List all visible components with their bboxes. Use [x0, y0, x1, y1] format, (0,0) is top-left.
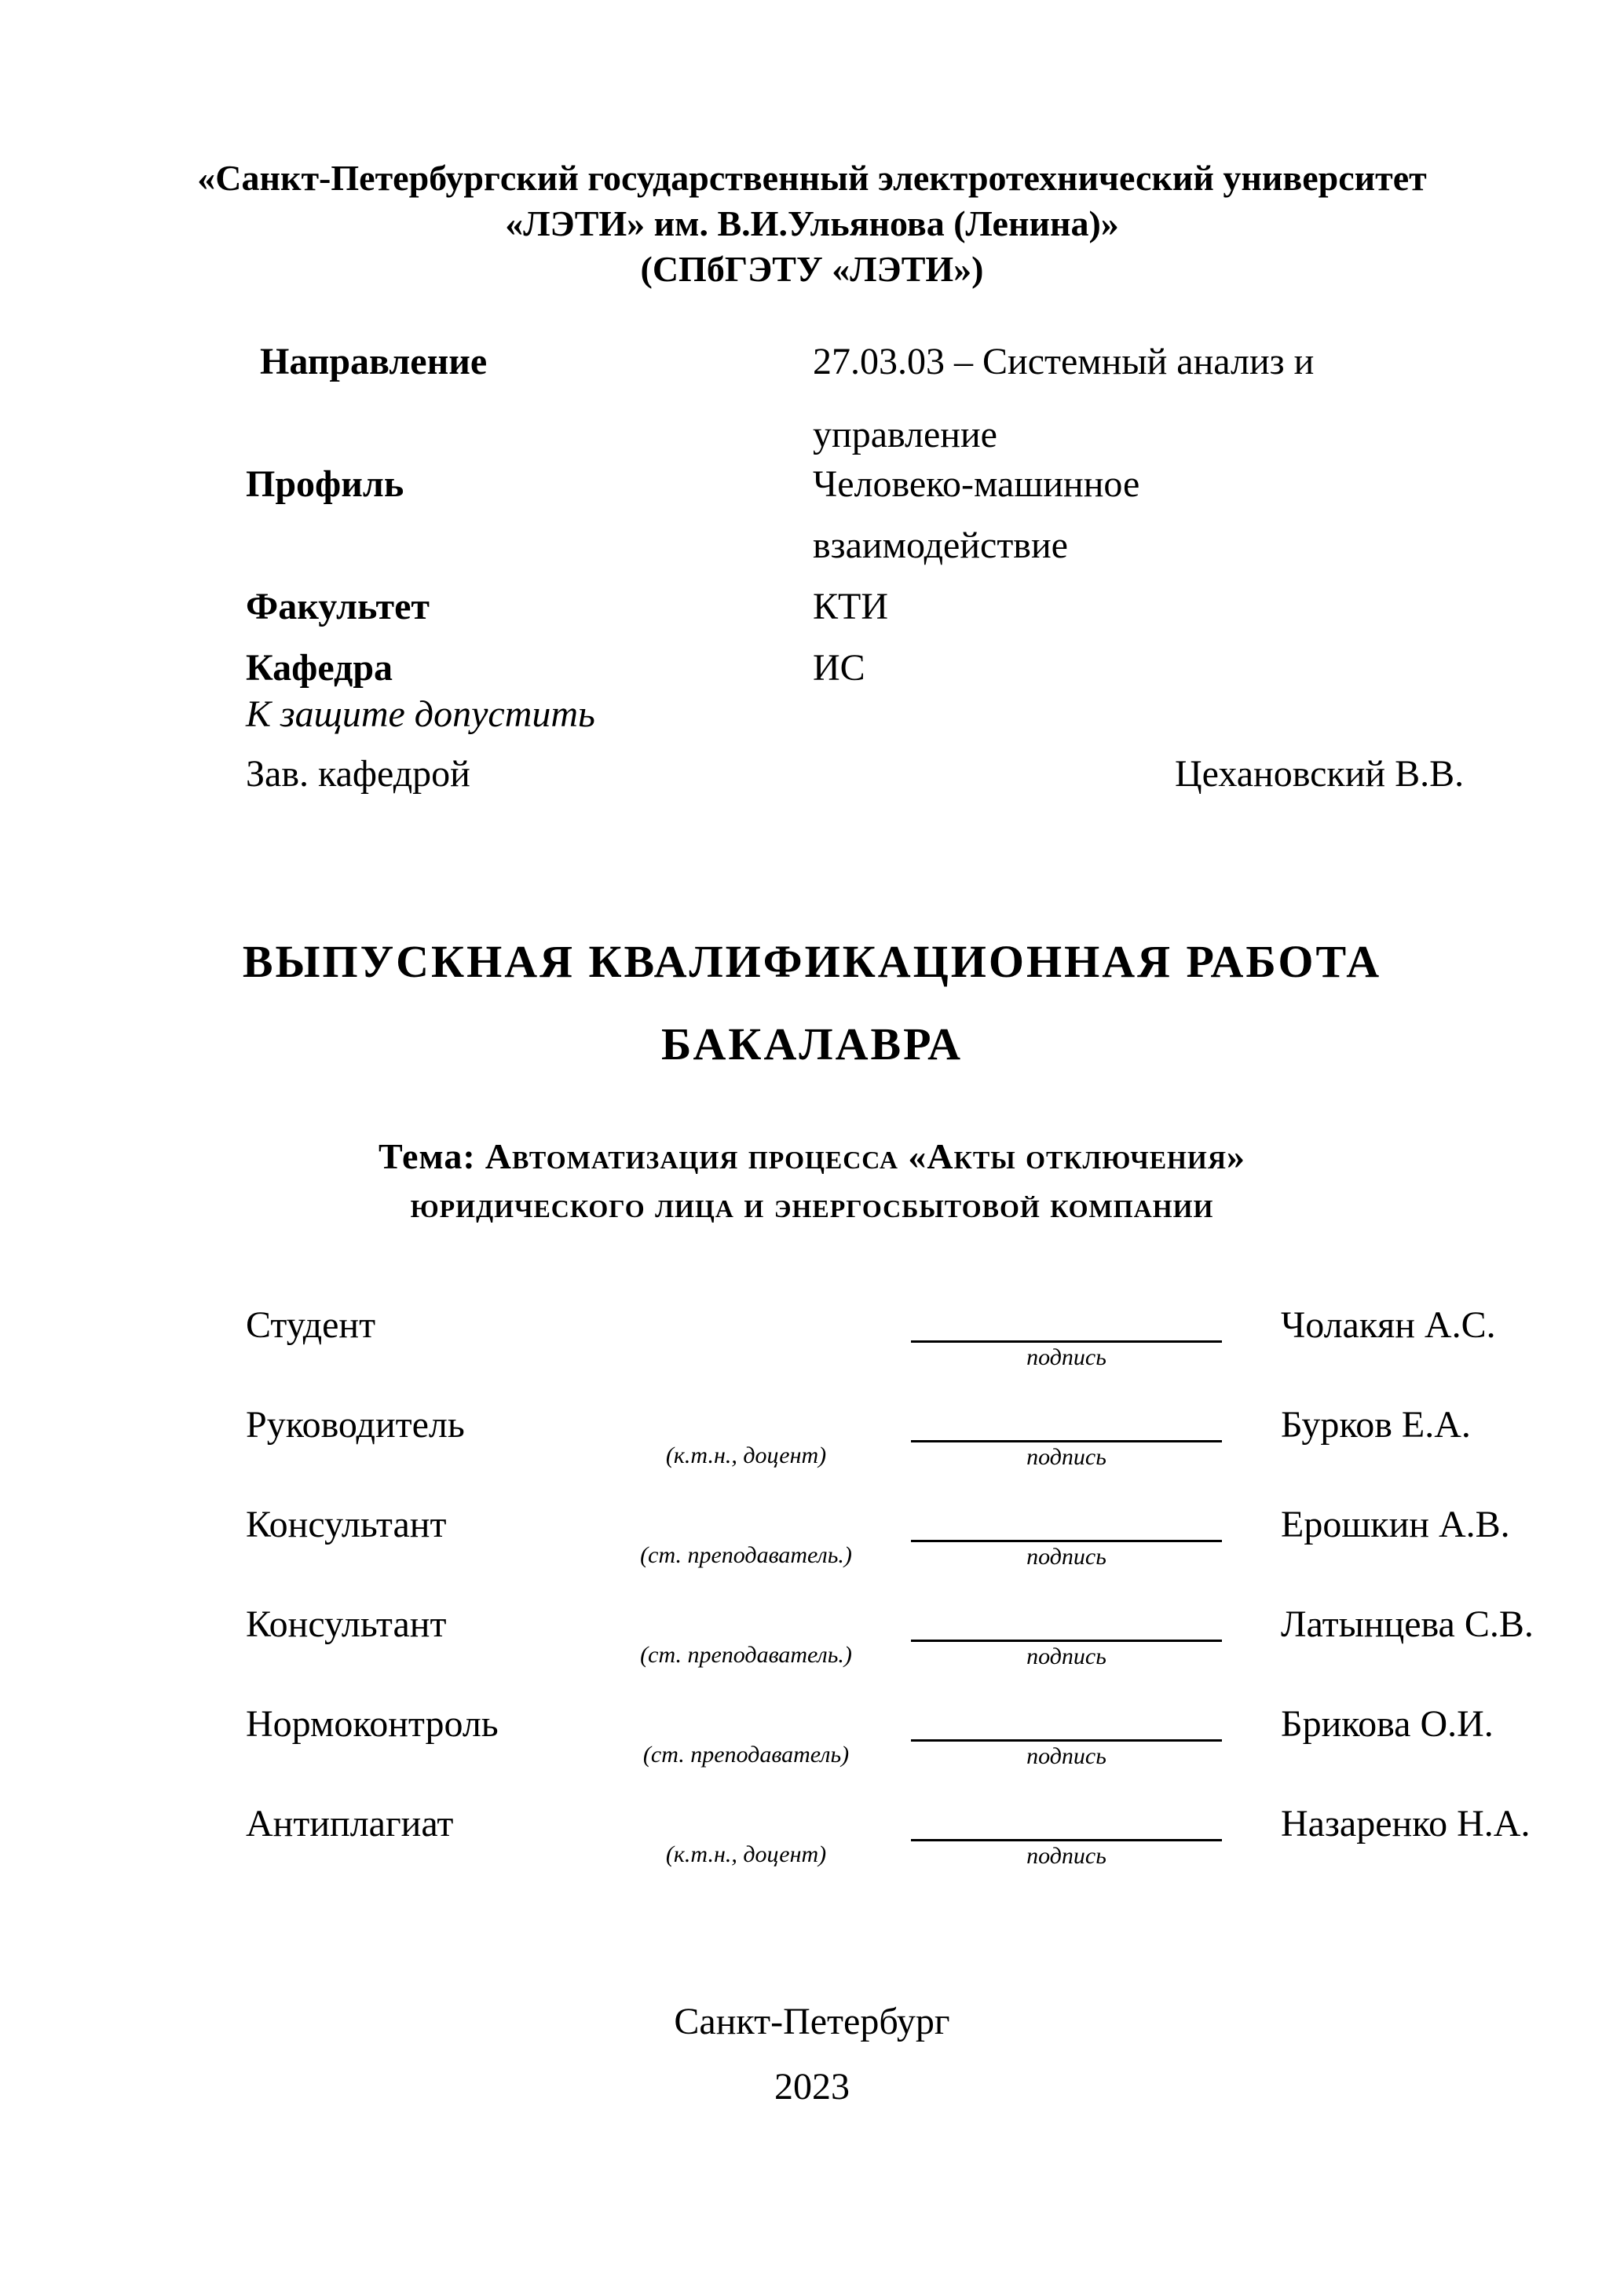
direction-value: 27.03.03 – Системный анализ и управление	[813, 341, 1315, 455]
university-abbreviation: (СПбГЭТУ «ЛЭТИ»)	[640, 249, 984, 289]
qualification-label: (к.т.н., доцент)	[665, 1841, 827, 1867]
admission-block	[246, 691, 1530, 798]
program-info	[246, 325, 1530, 699]
role-label: Антиплагиат	[246, 1803, 454, 1844]
signature-line	[911, 1405, 1222, 1442]
signatory-name: Бурков Е.А.	[1281, 1404, 1471, 1446]
footer-block	[0, 1989, 1624, 2119]
role-label: Студент	[246, 1304, 376, 1346]
university-name-line1: «Санкт-Петербургский государственный электротехнический университет	[197, 158, 1427, 198]
department-value: ИС	[813, 647, 865, 689]
signature-line	[911, 1504, 1222, 1542]
program-row-department	[246, 638, 1530, 699]
theme-text-line1: Автоматизация процесса «Акты отключения»	[485, 1136, 1245, 1176]
faculty-value: КТИ	[813, 586, 888, 627]
admission-note: К защите допустить	[246, 693, 595, 735]
signature-line	[911, 1305, 1222, 1343]
theme-block	[0, 1132, 1624, 1230]
signature-row-antiplagiarism	[246, 1804, 1577, 1903]
admission-row	[246, 751, 1530, 798]
signature-area	[911, 1804, 1222, 1870]
work-title-line1: ВЫПУСКНАЯ КВАЛИФИКАЦИОННАЯ РАБОТА	[242, 936, 1382, 987]
theme-text-line2: юридического лица и энергосбытовой компании	[410, 1185, 1214, 1225]
signatures-section	[246, 1305, 1577, 1903]
signature-area	[911, 1305, 1222, 1371]
signature-caption: подпись	[1026, 1544, 1106, 1570]
work-title-line2: БАКАЛАВРА	[660, 1018, 964, 1069]
signatory-name: Чолакян А.С.	[1281, 1304, 1496, 1346]
qualification-label: (ст. преподаватель.)	[640, 1642, 852, 1668]
university-name-line2: «ЛЭТИ» им. В.И.Ульянова (Ленина)»	[505, 203, 1119, 243]
signatory-name: Брикова О.И.	[1281, 1703, 1494, 1745]
qualification-label: (к.т.н., доцент)	[665, 1442, 827, 1468]
signature-caption: подпись	[1026, 1743, 1106, 1769]
signature-line	[911, 1704, 1222, 1742]
signature-row-student	[246, 1305, 1577, 1405]
signature-row-consultant-1	[246, 1504, 1577, 1604]
direction-label: Направление	[260, 341, 488, 382]
signature-caption: подпись	[1026, 1843, 1106, 1869]
work-title	[0, 920, 1624, 1085]
profile-value: Человеко-машинное взаимодействие	[813, 463, 1140, 566]
head-of-department-name: Цехановский В.В.	[1175, 753, 1465, 795]
signature-area	[911, 1504, 1222, 1570]
theme-line1	[0, 1132, 1624, 1181]
university-header	[0, 155, 1624, 292]
theme-label: Тема:	[379, 1136, 476, 1176]
signature-line	[911, 1804, 1222, 1841]
role-label: Консультант	[246, 1603, 447, 1645]
city-label: Санкт-Петербург	[674, 2001, 950, 2042]
signature-area	[911, 1604, 1222, 1670]
signature-row-supervisor	[246, 1405, 1577, 1504]
head-of-department-label: Зав. кафедрой	[246, 753, 470, 795]
program-row-faculty	[246, 576, 1530, 638]
program-row-direction	[246, 325, 1530, 471]
faculty-label: Факультет	[246, 586, 430, 627]
signatory-name: Латынцева С.В.	[1281, 1603, 1534, 1645]
role-label: Руководитель	[246, 1404, 465, 1446]
signature-area	[911, 1405, 1222, 1471]
profile-label: Профиль	[246, 463, 404, 505]
qualification-label: (ст. преподаватель.)	[640, 1542, 852, 1568]
role-label: Нормоконтроль	[246, 1703, 499, 1745]
signature-caption: подпись	[1026, 1444, 1106, 1470]
signature-row-consultant-2	[246, 1604, 1577, 1704]
signature-line	[911, 1604, 1222, 1642]
signatory-name: Назаренко Н.А.	[1281, 1803, 1531, 1844]
qualification-label	[640, 1305, 852, 1343]
program-row-profile	[246, 454, 1530, 576]
signature-row-normcontrol	[246, 1704, 1577, 1804]
signature-area	[911, 1704, 1222, 1770]
signature-caption: подпись	[1026, 1643, 1106, 1669]
signature-caption: подпись	[1026, 1344, 1106, 1370]
year-label: 2023	[774, 2066, 850, 2108]
signatory-name: Ерошкин А.В.	[1281, 1504, 1510, 1545]
department-label: Кафедра	[246, 647, 393, 689]
qualification-label: (ст. преподаватель)	[642, 1742, 850, 1768]
role-label: Консультант	[246, 1504, 447, 1545]
